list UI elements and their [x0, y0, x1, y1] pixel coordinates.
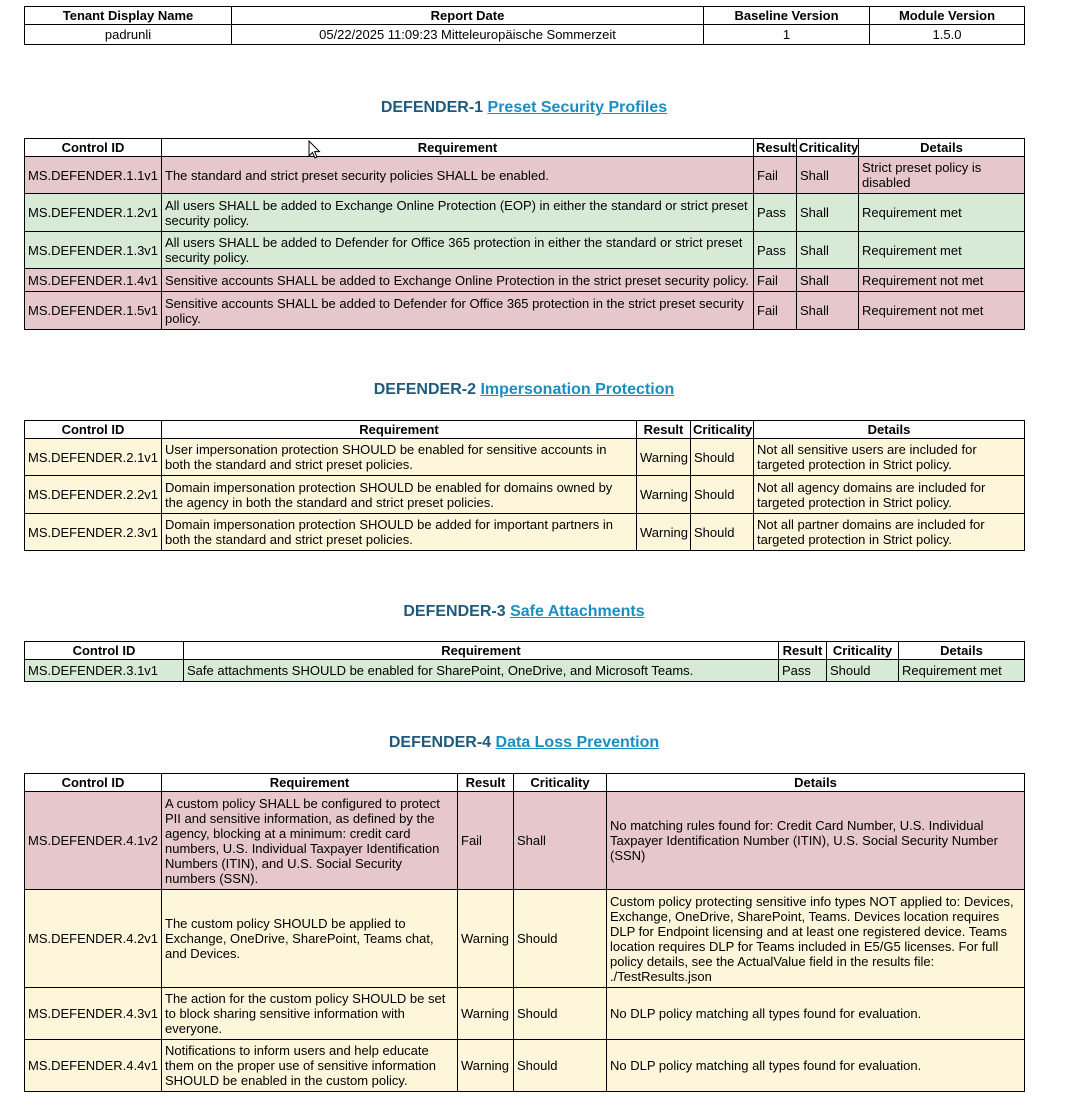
header-control-id: Control ID [25, 421, 162, 439]
result: Warning [458, 988, 514, 1040]
table-row [25, 194, 1025, 232]
requirement: Safe attachments SHOULD be enabled for SharePoint, OneDrive, and Microsoft Teams. [184, 660, 779, 682]
criticality: Shall [797, 194, 859, 232]
result: Warning [458, 890, 514, 988]
result: Fail [458, 792, 514, 890]
header-criticality: Criticality [797, 139, 859, 157]
section-prefix: DEFENDER-4 [388, 734, 492, 751]
criticality: Should [827, 660, 899, 682]
baseline-version: 1 [704, 25, 870, 45]
requirement: User impersonation protection SHOULD be enabled for sensitive accounts in both the standard and strict preset policies. [162, 439, 637, 476]
header-details: Details [607, 774, 1025, 792]
result: Fail [754, 157, 797, 194]
result: Pass [779, 660, 827, 682]
defender-3-table [24, 641, 1025, 682]
table-row [25, 890, 1025, 988]
section-heading-defender-3 [24, 602, 1024, 622]
table-row [25, 514, 1025, 551]
control-id: MS.DEFENDER.1.2v1 [25, 194, 162, 232]
header-tenant-display-name: Tenant Display Name [25, 7, 232, 25]
criticality: Shall [797, 292, 859, 330]
table-row [25, 476, 1025, 514]
requirement: Sensitive accounts SHALL be added to Exchange Online Protection in the strict preset security policy. [162, 269, 754, 292]
requirement: All users SHALL be added to Defender for Office 365 protection in either the standard or strict preset security policy. [162, 232, 754, 269]
result: Pass [754, 232, 797, 269]
table-row [25, 439, 1025, 476]
control-id: MS.DEFENDER.4.4v1 [25, 1040, 162, 1092]
section-prefix: DEFENDER-2 [373, 381, 476, 398]
result: Pass [754, 194, 797, 232]
criticality: Should [514, 1040, 607, 1092]
section-heading-defender-2 [24, 380, 1024, 400]
requirement: Notifications to inform users and help educate them on the proper use of sensitive information SHOULD be enabled in the custom policy. [162, 1040, 458, 1092]
header-details: Details [859, 139, 1025, 157]
details: Requirement not met [859, 292, 1025, 330]
details: Strict preset policy is disabled [859, 157, 1025, 194]
criticality: Should [514, 988, 607, 1040]
result: Warning [637, 439, 691, 476]
header-module-version: Module Version [870, 7, 1025, 25]
defender-1-table [24, 138, 1025, 330]
section-heading-defender-4 [24, 733, 1024, 753]
header-result: Result [754, 139, 797, 157]
requirement: Sensitive accounts SHALL be added to Defender for Office 365 protection in the strict preset security policy. [162, 292, 754, 330]
details: Requirement not met [859, 269, 1025, 292]
header-baseline-version: Baseline Version [704, 7, 870, 25]
control-id: MS.DEFENDER.2.1v1 [25, 439, 162, 476]
table-row [25, 232, 1025, 269]
section-link-impersonation-protection[interactable]: Impersonation Protection [480, 381, 675, 398]
details: No DLP policy matching all types found for evaluation. [607, 1040, 1025, 1092]
table-row [25, 269, 1025, 292]
criticality: Shall [797, 232, 859, 269]
report-date: 05/22/2025 11:09:23 Mitteleuropäische Sommerzeit [232, 25, 704, 45]
details: Not all partner domains are included for targeted protection in Strict policy. [754, 514, 1025, 551]
result: Fail [754, 269, 797, 292]
control-id: MS.DEFENDER.4.2v1 [25, 890, 162, 988]
result: Warning [637, 514, 691, 551]
control-id: MS.DEFENDER.1.3v1 [25, 232, 162, 269]
header-report-date: Report Date [232, 7, 704, 25]
section-link-data-loss-prevention[interactable]: Data Loss Prevention [495, 734, 660, 751]
control-id: MS.DEFENDER.3.1v1 [25, 660, 184, 682]
header-requirement: Requirement [184, 642, 779, 660]
header-control-id: Control ID [25, 139, 162, 157]
header-criticality: Criticality [514, 774, 607, 792]
details: Not all agency domains are included for targeted protection in Strict policy. [754, 476, 1025, 514]
requirement: A custom policy SHALL be configured to protect PII and sensitive information, as defined by the agency, blocking at a minimum: credit card numbers, U.S. Individual Taxpayer Identification Numbers (ITIN), and U.S. Social Security numbers (SSN). [162, 792, 458, 890]
header-criticality: Criticality [827, 642, 899, 660]
table-row [25, 988, 1025, 1040]
table-row [25, 792, 1025, 890]
details: Requirement met [899, 660, 1025, 682]
control-id: MS.DEFENDER.2.3v1 [25, 514, 162, 551]
control-id: MS.DEFENDER.1.4v1 [25, 269, 162, 292]
control-id: MS.DEFENDER.4.1v2 [25, 792, 162, 890]
control-id: MS.DEFENDER.1.1v1 [25, 157, 162, 194]
table-row [25, 1040, 1025, 1092]
requirement: Domain impersonation protection SHOULD be added for important partners in both the standard and strict preset policies. [162, 514, 637, 551]
section-link-safe-attachments[interactable]: Safe Attachments [510, 603, 645, 620]
requirement: All users SHALL be added to Exchange Online Protection (EOP) in either the standard or strict preset security policy. [162, 194, 754, 232]
table-row [25, 660, 1025, 682]
header-details: Details [899, 642, 1025, 660]
criticality: Should [514, 890, 607, 988]
mouse-cursor-icon [308, 140, 322, 160]
criticality: Shall [797, 157, 859, 194]
header-result: Result [458, 774, 514, 792]
header-requirement: Requirement [162, 139, 754, 157]
details: Custom policy protecting sensitive info types NOT applied to: Devices, Exchange, OneDrive, SharePoint, Teams. Devices location requires DLP for Endpoint licensing and at least one registered device. Teams location requires DLP for Teams included in E5/G5 licenses. For full policy details, see the ActualValue field in the results file: ./TestResults.json [607, 890, 1025, 988]
requirement: Domain impersonation protection SHOULD be enabled for domains owned by the agency in both the standard and strict preset policies. [162, 476, 637, 514]
requirement: The action for the custom policy SHOULD be set to block sharing sensitive information with everyone. [162, 988, 458, 1040]
criticality: Shall [797, 269, 859, 292]
result: Fail [754, 292, 797, 330]
criticality: Should [691, 476, 754, 514]
module-version: 1.5.0 [870, 25, 1025, 45]
section-link-preset-security-profiles[interactable]: Preset Security Profiles [487, 99, 668, 116]
header-control-id: Control ID [25, 642, 184, 660]
control-id: MS.DEFENDER.1.5v1 [25, 292, 162, 330]
header-criticality: Criticality [691, 421, 754, 439]
defender-4-table [24, 773, 1025, 1092]
report-meta-table [24, 6, 1025, 45]
table-row [25, 292, 1025, 330]
section-heading-defender-1 [24, 98, 1024, 118]
header-details: Details [754, 421, 1025, 439]
header-requirement: Requirement [162, 774, 458, 792]
details: Requirement met [859, 232, 1025, 269]
requirement: The standard and strict preset security policies SHALL be enabled. [162, 157, 754, 194]
header-result: Result [637, 421, 691, 439]
header-requirement: Requirement [162, 421, 637, 439]
result: Warning [637, 476, 691, 514]
details: Not all sensitive users are included for targeted protection in Strict policy. [754, 439, 1025, 476]
tenant-display-name: padrunli [25, 25, 232, 45]
criticality: Should [691, 514, 754, 551]
header-control-id: Control ID [25, 774, 162, 792]
section-prefix: DEFENDER-1 [380, 99, 484, 116]
details: No DLP policy matching all types found for evaluation. [607, 988, 1025, 1040]
criticality: Shall [514, 792, 607, 890]
section-prefix: DEFENDER-3 [403, 603, 506, 620]
table-row [25, 157, 1025, 194]
control-id: MS.DEFENDER.2.2v1 [25, 476, 162, 514]
details: Requirement met [859, 194, 1025, 232]
requirement: The custom policy SHOULD be applied to Exchange, OneDrive, SharePoint, Teams chat, and Devices. [162, 890, 458, 988]
details: No matching rules found for: Credit Card Number, U.S. Individual Taxpayer Identification Number (ITIN), U.S. Social Security Number (SSN) [607, 792, 1025, 890]
control-id: MS.DEFENDER.4.3v1 [25, 988, 162, 1040]
result: Warning [458, 1040, 514, 1092]
header-result: Result [779, 642, 827, 660]
defender-2-table [24, 420, 1025, 551]
criticality: Should [691, 439, 754, 476]
